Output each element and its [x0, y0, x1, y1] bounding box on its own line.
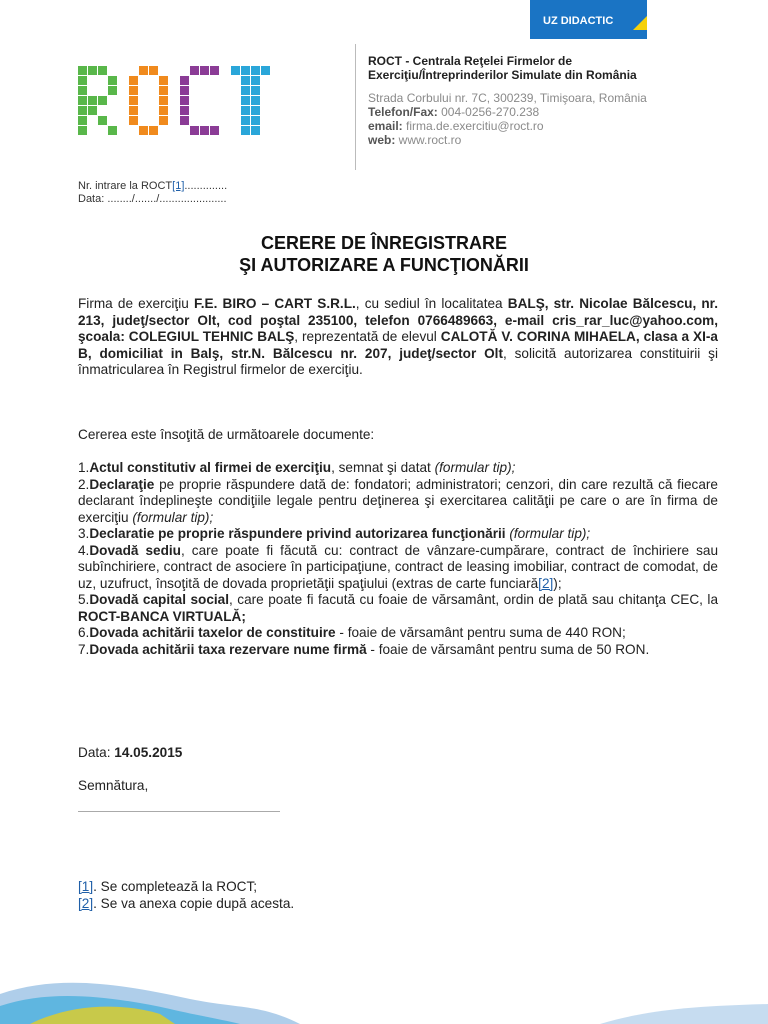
logo-cell [241, 126, 250, 135]
footnotes [78, 879, 718, 912]
roct-logo [78, 66, 278, 138]
footnote-ref-2[interactable]: [2] [78, 895, 94, 911]
request-paragraph [78, 296, 718, 379]
para-text-2: , cu sediul în localitatea [355, 296, 508, 311]
org-title-line1: ROCT - Centrala Reţelei Firmelor de [368, 54, 573, 68]
item-title: Declaraţie [89, 476, 155, 492]
logo-cell [88, 66, 97, 75]
para-text-3: , reprezentată de elevul [294, 329, 441, 344]
web-label: web: [368, 133, 396, 147]
documents-intro: Cererea este însoţită de următoarele documente: [78, 427, 375, 442]
item-end: ); [553, 575, 562, 591]
logo-cell [241, 66, 250, 75]
organization-info [368, 54, 758, 147]
badge-corner-shape [633, 16, 647, 30]
item-text: - foaie de vărsamânt pentru suma de 440 RON; [335, 625, 626, 640]
logo-cell [190, 126, 199, 135]
item-number: 7. [78, 641, 90, 657]
list-item [78, 526, 718, 543]
document-title [0, 232, 768, 276]
decorative-wave [0, 964, 768, 1024]
org-phone [368, 105, 758, 119]
logo-cell [98, 96, 107, 105]
item-title: Dovadă sediu [89, 542, 181, 558]
item-text: - foaie de vărsamânt pentru suma de 50 RON. [366, 641, 650, 657]
logo-cell [88, 106, 97, 115]
signature-line [78, 811, 280, 812]
web-value[interactable]: www.roct.ro [395, 133, 462, 147]
item-number: 4. [78, 542, 90, 558]
logo-cell [78, 106, 87, 115]
logo-cell [159, 86, 168, 95]
logo-cell [241, 76, 250, 85]
item-title: Declaratie pe proprie răspundere privind autorizarea funcţionării [89, 526, 506, 541]
logo-cell [108, 76, 117, 85]
item-text: pe proprie răspundere dată de: fondatori; administratori; cenzori, din care rezultă că fiecare declarant îndeplineşte condiţiile legale pentru deţinerea şi exercitarea calităţii pe care o are în firma de exerciţiu [78, 476, 718, 525]
logo-cell [108, 126, 117, 135]
item-number: 5. [78, 592, 90, 607]
item-title: Dovada achitării taxelor de constituire [89, 625, 336, 640]
logo-cell [251, 76, 260, 85]
para-text-1: Firma de exerciţiu [78, 296, 194, 311]
logo-cell [129, 76, 138, 85]
logo-cell [139, 126, 148, 135]
list-item [78, 625, 718, 642]
list-item [78, 543, 718, 593]
date-label: Data: [78, 745, 115, 760]
para-text-4: , solicită autorizarea constituirii şi înmatricularea în Registrul firmelor de exerciţiu. [78, 345, 718, 377]
footnote-text-1: . Se completează la ROCT; [93, 879, 258, 894]
header-divider [355, 44, 356, 170]
item-text: , care poate fi facută cu foaie de vărsamânt, ordin de plată sau chitanţa CEC, la [229, 592, 718, 607]
title-line2: ŞI AUTORIZARE A FUNCŢIONĂRII [239, 255, 529, 275]
logo-cell [78, 126, 87, 135]
org-title-line2: Exerciţiu/Întreprinderilor Simulate din România [368, 68, 637, 82]
logo-cell [88, 96, 97, 105]
logo-cell [159, 96, 168, 105]
logo-cell [180, 106, 189, 115]
logo-cell [190, 66, 199, 75]
item-text: , care poate fi făcută cu: contract de vânzare-cumpărare, contract de închiriere sau subînchiriere, contract de asociere în participaţiune, contract de leasing imobiliar, contract de comodat, de uz, uzufruct, însoţită de dovada proprietăţii spaţiului (extras de carte funciară [78, 542, 719, 591]
logo-cell [180, 116, 189, 125]
logo-cell [139, 66, 148, 75]
student-info: CALOTĂ V. CORINA MIHAELA, clasa a XI-a B, domiciliat in Balş, str.N. Bălcescu nr. 207, judeţ/sector Olt [78, 329, 718, 361]
logo-cell [149, 126, 158, 135]
logo-cell [251, 66, 260, 75]
item-bank: ROCT-BANCA VIRTUALĂ; [78, 608, 246, 624]
logo-cell [159, 76, 168, 85]
documents-list [78, 460, 718, 658]
logo-cell [241, 86, 250, 95]
item-title: Dovada achitării taxa rezervare nume firmă [89, 641, 367, 657]
registry-block [78, 180, 227, 206]
logo-cell [210, 126, 219, 135]
logo-cell [129, 106, 138, 115]
logo-cell [261, 66, 270, 75]
footnote-link-2[interactable]: [2] [538, 575, 554, 591]
uz-didactic-badge [530, 0, 647, 39]
registry-date-line: Data: ......../......./...................... [78, 193, 227, 205]
logo-cell [241, 116, 250, 125]
logo-cell [78, 86, 87, 95]
logo-cell [78, 96, 87, 105]
logo-cell [129, 86, 138, 95]
logo-cell [98, 66, 107, 75]
footnote-1 [78, 879, 718, 896]
logo-cell [241, 96, 250, 105]
logo-cell [241, 106, 250, 115]
logo-cell [129, 96, 138, 105]
item-number: 2. [78, 476, 90, 492]
logo-cell [98, 116, 107, 125]
logo-cell [251, 96, 260, 105]
item-number: 1. [78, 460, 90, 475]
logo-cell [159, 106, 168, 115]
logo-cell [251, 126, 260, 135]
logo-cell [251, 106, 260, 115]
phone-label: Telefon/Fax: [368, 105, 438, 119]
logo-cell [159, 116, 168, 125]
registry-number-dots: .............. [184, 180, 228, 192]
logo-cell [149, 66, 158, 75]
org-web [368, 133, 758, 147]
logo-cell [231, 66, 240, 75]
email-label: email: [368, 119, 403, 133]
logo-cell [180, 96, 189, 105]
footnote-ref-1[interactable]: [1] [78, 879, 94, 894]
logo-cell [78, 76, 87, 85]
logo-cell [210, 66, 219, 75]
item-text: , semnat şi datat [331, 460, 435, 475]
date-value: 14.05.2015 [114, 745, 183, 760]
item-number: 3. [78, 526, 90, 541]
item-note: (formular tip); [434, 460, 516, 475]
org-address: Strada Corbului nr. 7C, 300239, Timişoara, România [368, 91, 647, 105]
logo-cell [251, 86, 260, 95]
phone-value: 004-0256-270.238 [437, 105, 540, 119]
footnote-link-1[interactable]: [1] [172, 180, 185, 192]
logo-cell [180, 86, 189, 95]
item-note: (formular tip); [132, 509, 214, 525]
item-title: Dovadă capital social [89, 592, 230, 607]
company-name: F.E. BIRO – CART S.R.L. [193, 296, 356, 311]
logo-cell [78, 116, 87, 125]
logo-cell [251, 116, 260, 125]
logo-cell [108, 86, 117, 95]
badge-label: UZ DIDACTIC [543, 15, 614, 27]
logo-cell [78, 66, 87, 75]
list-item [78, 642, 718, 659]
company-address: BALŞ, str. Nicolae Bălcescu, nr. 213, judeţ/sector Olt, cod poştal 235100, telefon 0766489663, e-mail cris_rar_luc@yahoo.com, şcoala: COLEGIUL TEHNIC BALŞ [78, 296, 718, 344]
logo-cell [200, 126, 209, 135]
logo-cell [180, 76, 189, 85]
item-number: 6. [78, 625, 90, 640]
logo-cell [129, 116, 138, 125]
item-note: (formular tip); [509, 526, 591, 541]
logo-cell [200, 66, 209, 75]
list-item [78, 460, 718, 477]
email-value[interactable]: firma.de.exercitiu@roct.ro [402, 119, 544, 133]
date-line [78, 745, 718, 762]
list-item [78, 592, 718, 625]
footnote-2 [78, 896, 718, 913]
org-email [368, 119, 758, 133]
footnote-text-2: . Se va anexa copie după acesta. [93, 895, 295, 911]
signature-label: Semnătura, [78, 778, 149, 793]
registry-number-label: Nr. intrare la ROCT [78, 180, 173, 192]
title-line1: CERERE DE ÎNREGISTRARE [260, 233, 508, 253]
list-item [78, 477, 718, 527]
registry-number-line [78, 180, 227, 193]
item-title: Actul constitutiv al firmei de exerciţiu [89, 460, 332, 475]
